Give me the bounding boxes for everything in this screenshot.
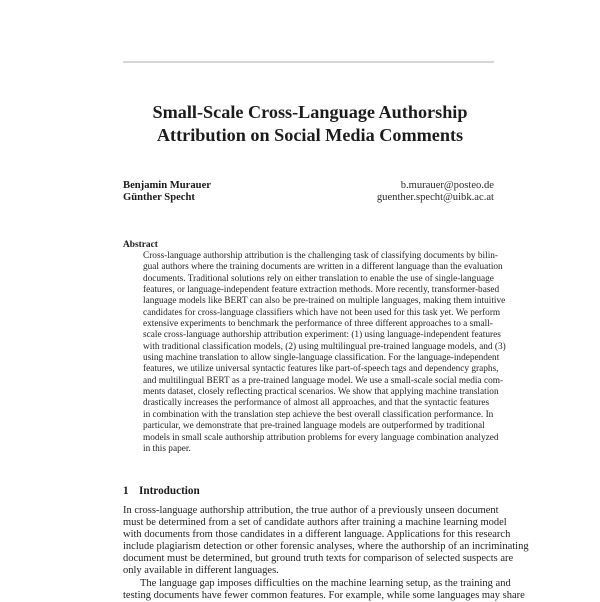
introduction-text xyxy=(123,505,529,602)
abstract-line: in combination with the translation step achieve the best overall classification performance. In xyxy=(143,409,494,420)
abstract-line: documents. Traditional solutions rely on either translation to enable the use of single-language xyxy=(143,273,494,284)
author-email: b.murauer@posteo.de xyxy=(400,180,494,191)
body-line: only available in different languages. xyxy=(123,565,279,577)
abstract-line: and multilingual BERT as a pre-trained language model. We use a small-scale social media com- xyxy=(143,375,504,386)
author-block xyxy=(123,180,494,203)
body-line: must be determined from a set of candidate authors after training a machine learning model xyxy=(123,517,507,529)
section-number: 1 xyxy=(123,485,129,497)
body-line: In cross-language authorship attribution, the true author of a previously unseen document xyxy=(123,505,499,516)
body-line: document must be determined, but ground truth texts for comparison of selected suspects are xyxy=(123,553,514,565)
abstract-line: particular, we demonstrate that pre-trained language models are outperformed by traditional xyxy=(143,421,485,432)
abstract-line: features, or language-independent feature extraction methods. More recently, transformer-based xyxy=(143,285,500,296)
abstract-line: Cross-language authorship attribution is the challenging task of classifying documents by bilin- xyxy=(143,251,499,261)
abstract-line: gual authors where the training documents are written in a different language than the evaluation xyxy=(143,262,503,273)
abstract-line: scale cross-language authorship attribution experiment: (1) using language-independent features xyxy=(143,330,501,341)
abstract-heading: Abstract xyxy=(123,240,158,250)
section-title: Introduction xyxy=(139,485,200,497)
title-line-2: Attribution on Social Media Comments xyxy=(156,125,464,145)
author-row xyxy=(123,180,494,192)
paper-title xyxy=(100,101,520,147)
abstract-line: in this paper. xyxy=(143,443,191,454)
abstract-line: candidates for cross-language classifiers which have not been used for this task yet. We perform xyxy=(143,307,501,318)
abstract-line: features, we utilize universal syntactic features like part-of-speech tags and dependency graphs, xyxy=(143,364,499,375)
body-line: The language gap imposes difficulties on the machine learning setup, as the training and xyxy=(140,577,511,589)
body-line: include plagiarism detection or other forensic analyses, where the authorship of an incriminating xyxy=(123,541,529,553)
abstract-line: language models like BERT can also be pre-trained on multiple languages, making them intuitive xyxy=(143,296,506,307)
author-row xyxy=(123,192,494,204)
abstract-line: using machine translation to allow single-language classification. For the language-independent xyxy=(143,353,500,364)
body-line: with documents from those candidates in a different language. Applications for this research xyxy=(123,529,511,541)
header-rule xyxy=(123,61,494,63)
author-name: Benjamin Murauer xyxy=(123,180,211,191)
abstract-line: models in small scale authorship attribution problems for every language combination analyzed xyxy=(143,432,499,443)
abstract-line: ments dataset, closely reflecting practical scenarios. We show that applying machine translation xyxy=(143,387,499,398)
abstract-line: drastically increases the performance of almost all approaches, and that the syntactic features xyxy=(143,398,490,409)
body-line: testing documents have fewer common features. For example, while some languages may share xyxy=(123,589,525,601)
abstract-text xyxy=(143,251,506,455)
abstract-line: with traditional classification models, (2) using multilingual pre-trained language models, and (3) xyxy=(143,341,506,352)
section-heading xyxy=(123,485,200,497)
author-email: guenther.specht@uibk.ac.at xyxy=(376,191,494,203)
author-name: Günther Specht xyxy=(123,191,195,203)
title-line-1: Small-Scale Cross-Language Authorship xyxy=(152,102,468,122)
abstract-line: extensive experiments to benchmark the performance of three different approaches to a small- xyxy=(143,319,493,330)
